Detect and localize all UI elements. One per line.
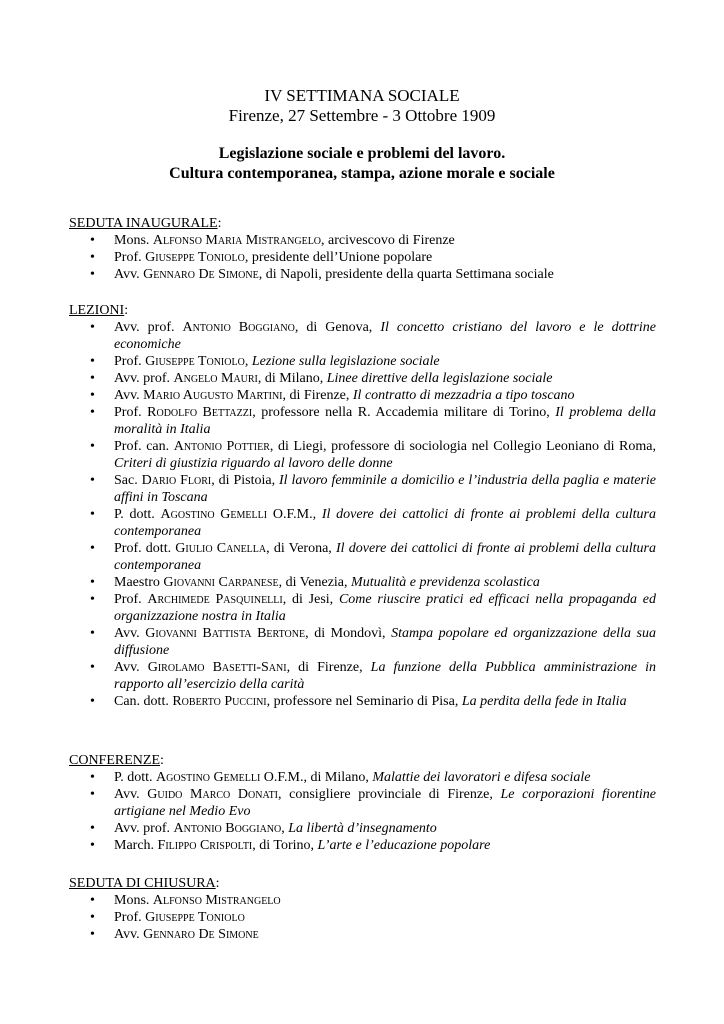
lecture-topic: Il lavoro femminile a domicilio e l’industria della paglia e materie affini in Toscana — [114, 473, 656, 505]
speaker-title: Avv. prof. — [114, 821, 174, 836]
speaker-name: Angelo Mauri — [173, 371, 258, 386]
speaker-detail: , di Milano, — [257, 371, 327, 386]
list-item — [69, 540, 656, 574]
list-item — [69, 786, 656, 820]
speaker-name: Alfonso Mistrangelo — [152, 893, 281, 908]
speaker-name: Giovanni Battista Bertone — [145, 626, 306, 641]
speaker-title: Prof. — [114, 910, 146, 925]
speaker-name: Giuseppe Toniolo — [145, 910, 245, 925]
lecture-topic: Il dovere dei cattolici di fronte ai problemi della cultura contemporanea — [114, 541, 656, 573]
speaker-name: Agostino Gemelli — [156, 770, 261, 785]
conference-list — [69, 769, 656, 854]
speaker-name: Giuseppe Toniolo — [145, 250, 245, 265]
lecture-topic: La funzione della Pubblica amministrazione in rapporto all’esercizio della carità — [114, 660, 656, 692]
speaker-detail: , di Torino, — [252, 838, 318, 853]
speaker-title: Avv. prof. — [114, 371, 174, 386]
section-title-text: SEDUTA INAUGURALE — [69, 216, 218, 231]
speaker-title: Avv. — [114, 660, 148, 675]
section-title: LEZIONI: — [69, 303, 129, 318]
list-item — [69, 892, 656, 909]
lecture-topic: Linee direttive della legislazione sociale — [326, 371, 553, 386]
speaker-title: Prof. dott. — [114, 541, 176, 556]
list-item — [69, 319, 656, 353]
speaker-name: Archimede Pasquinelli — [147, 592, 283, 607]
speaker-title: P. dott. — [114, 770, 157, 785]
speaker-detail: , di Firenze, — [286, 660, 371, 675]
lecture-topic: Il concetto cristiano del lavoro e le dottrine economiche — [114, 320, 656, 352]
lecture-topic: Mutualità e previdenza scolastica — [351, 575, 540, 590]
speaker-title: Prof. can. — [114, 439, 174, 454]
lecture-topic: L’arte e l’educazione popolare — [317, 838, 491, 853]
speaker-name: Rodolfo Bettazzi — [147, 405, 253, 420]
speaker-detail: O.F.M., — [267, 507, 322, 522]
speaker-name: Alfonso Maria Mistrangelo — [152, 233, 322, 248]
speaker-name: Filippo Crispolti — [157, 838, 253, 853]
section-title-text: SEDUTA DI CHIUSURA — [69, 876, 216, 891]
lecture-topic: Stampa popolare ed organizzazione della sua diffusione — [114, 626, 656, 658]
speaker-name: Mario Augusto Martini — [143, 388, 283, 403]
list-item — [69, 837, 656, 854]
speaker-name: Antonio Boggiano — [173, 821, 282, 836]
speaker-title: Avv. — [114, 927, 144, 942]
list-item — [69, 266, 656, 283]
speaker-title: P. dott. — [114, 507, 161, 522]
speaker-detail: , — [244, 354, 252, 369]
list-item — [69, 693, 656, 710]
header-line-2: Firenze, 27 Settembre - 3 Ottobre 1909 — [228, 106, 496, 125]
speaker-list — [69, 232, 656, 283]
lecture-topic: Malattie dei lavoratori e difesa sociale — [372, 770, 591, 785]
list-item — [69, 472, 656, 506]
lecture-topic: Il contratto di mezzadria a tipo toscano — [352, 388, 575, 403]
speaker-name: Agostino Gemelli — [160, 507, 268, 522]
speaker-title: Avv. — [114, 787, 148, 802]
speaker-name: Roberto Puccini — [172, 694, 267, 709]
speaker-detail: , di Napoli, presidente della quarta Settimana sociale — [258, 267, 554, 282]
lecture-topic: Il dovere dei cattolici di fronte ai problemi della cultura contemporanea — [114, 507, 656, 539]
speaker-detail: O.F.M., di Milano, — [260, 770, 373, 785]
speaker-title: Prof. — [114, 354, 146, 369]
speaker-detail: , arcivescovo di Firenze — [321, 233, 455, 248]
speaker-title: Avv. — [114, 626, 146, 641]
speaker-detail: , di Venezia, — [278, 575, 352, 590]
list-item — [69, 769, 656, 786]
list-item — [69, 404, 656, 438]
list-item — [69, 909, 656, 926]
list-item — [69, 232, 656, 249]
speaker-title: Mons. — [114, 893, 153, 908]
section-title-text: LEZIONI — [69, 303, 125, 318]
speaker-detail: , di Pistoia, — [211, 473, 280, 488]
speaker-title: Sac. — [114, 473, 142, 488]
speaker-title: March. — [114, 838, 158, 853]
lecture-topic: Il problema della moralità in Italia — [114, 405, 657, 437]
header-line-1: IV SETTIMANA SOCIALE — [264, 86, 460, 105]
title-line-1: Legislazione sociale e problemi del lavoro. — [218, 145, 506, 162]
speaker-title: Prof. — [114, 250, 146, 265]
document-header — [0, 86, 724, 126]
section-seduta-di-chiusura — [69, 875, 656, 943]
speaker-title: Prof. — [114, 592, 148, 607]
section-title: CONFERENZE: — [69, 753, 164, 768]
lecture-topic: Come riuscire pratici ed efficaci nella propaganda ed organizzazione nostra in Italia — [114, 592, 656, 624]
document-title — [0, 144, 724, 184]
speaker-name: Antonio Boggiano — [182, 320, 295, 335]
speaker-detail: , professore nella R. Accademia militare di Torino, — [252, 405, 556, 420]
list-item — [69, 370, 656, 387]
speaker-title: Avv. — [114, 388, 144, 403]
speaker-title: Mons. — [114, 233, 153, 248]
section-conferenze — [69, 752, 656, 854]
speaker-name: Guido Marco Donati — [147, 787, 279, 802]
speaker-name: Dario Flori — [141, 473, 212, 488]
speaker-detail: , consigliere provinciale di Firenze, — [278, 787, 501, 802]
list-item — [69, 506, 656, 540]
speaker-name: Giulio Canella — [175, 541, 267, 556]
list-item — [69, 387, 656, 404]
speaker-name: Gennaro De Simone — [143, 927, 259, 942]
lecture-topic: La perdita della fede in Italia — [461, 694, 627, 709]
speaker-detail: , professore nel Seminario di Pisa, — [266, 694, 462, 709]
list-item — [69, 438, 656, 472]
section-seduta-inaugurale — [69, 215, 656, 283]
speaker-list — [69, 892, 656, 943]
section-lezioni — [69, 302, 656, 710]
list-item — [69, 926, 656, 943]
speaker-detail: , — [281, 821, 289, 836]
speaker-name: Gennaro De Simone — [143, 267, 259, 282]
speaker-name: Girolamo Basetti-Sani — [147, 660, 287, 675]
speaker-title: Maestro — [114, 575, 164, 590]
list-item — [69, 820, 656, 837]
list-item — [69, 353, 656, 370]
speaker-detail: , presidente dell’Unione popolare — [244, 250, 433, 265]
speaker-name: Giuseppe Toniolo — [145, 354, 245, 369]
list-item — [69, 591, 656, 625]
speaker-title: Can. dott. — [114, 694, 173, 709]
list-item — [69, 659, 656, 693]
speaker-title: Prof. — [114, 405, 148, 420]
speaker-name: Antonio Pottier — [173, 439, 270, 454]
lecture-topic: Lezione sulla legislazione sociale — [251, 354, 440, 369]
speaker-title: Avv. prof. — [114, 320, 183, 335]
list-item — [69, 625, 656, 659]
speaker-detail: , di Verona, — [266, 541, 336, 556]
section-title-text: CONFERENZE — [69, 753, 160, 768]
speaker-detail: , di Jesi, — [282, 592, 339, 607]
lecture-topic: Le corporazioni fiorentine artigiane nel Medio Evo — [114, 787, 656, 819]
list-item — [69, 249, 656, 266]
speaker-title: Avv. — [114, 267, 144, 282]
lecture-topic: Criteri di giustizia riguardo al lavoro delle donne — [114, 456, 393, 471]
speaker-detail: , di Liegi, professore di sociologia nel Collegio Leoniano di Roma, — [269, 439, 656, 454]
lecture-list — [69, 319, 656, 710]
title-line-2: Cultura contemporanea, stampa, azione morale e sociale — [169, 165, 555, 182]
speaker-detail: , di Mondovì, — [305, 626, 392, 641]
speaker-detail: , di Genova, — [294, 320, 381, 335]
lecture-topic: La libertà d’insegnamento — [288, 821, 437, 836]
speaker-detail: , di Firenze, — [282, 388, 353, 403]
section-title: SEDUTA DI CHIUSURA: — [69, 876, 220, 891]
list-item — [69, 574, 656, 591]
section-title: SEDUTA INAUGURALE: — [69, 216, 222, 231]
speaker-name: Giovanni Carpanese — [163, 575, 279, 590]
